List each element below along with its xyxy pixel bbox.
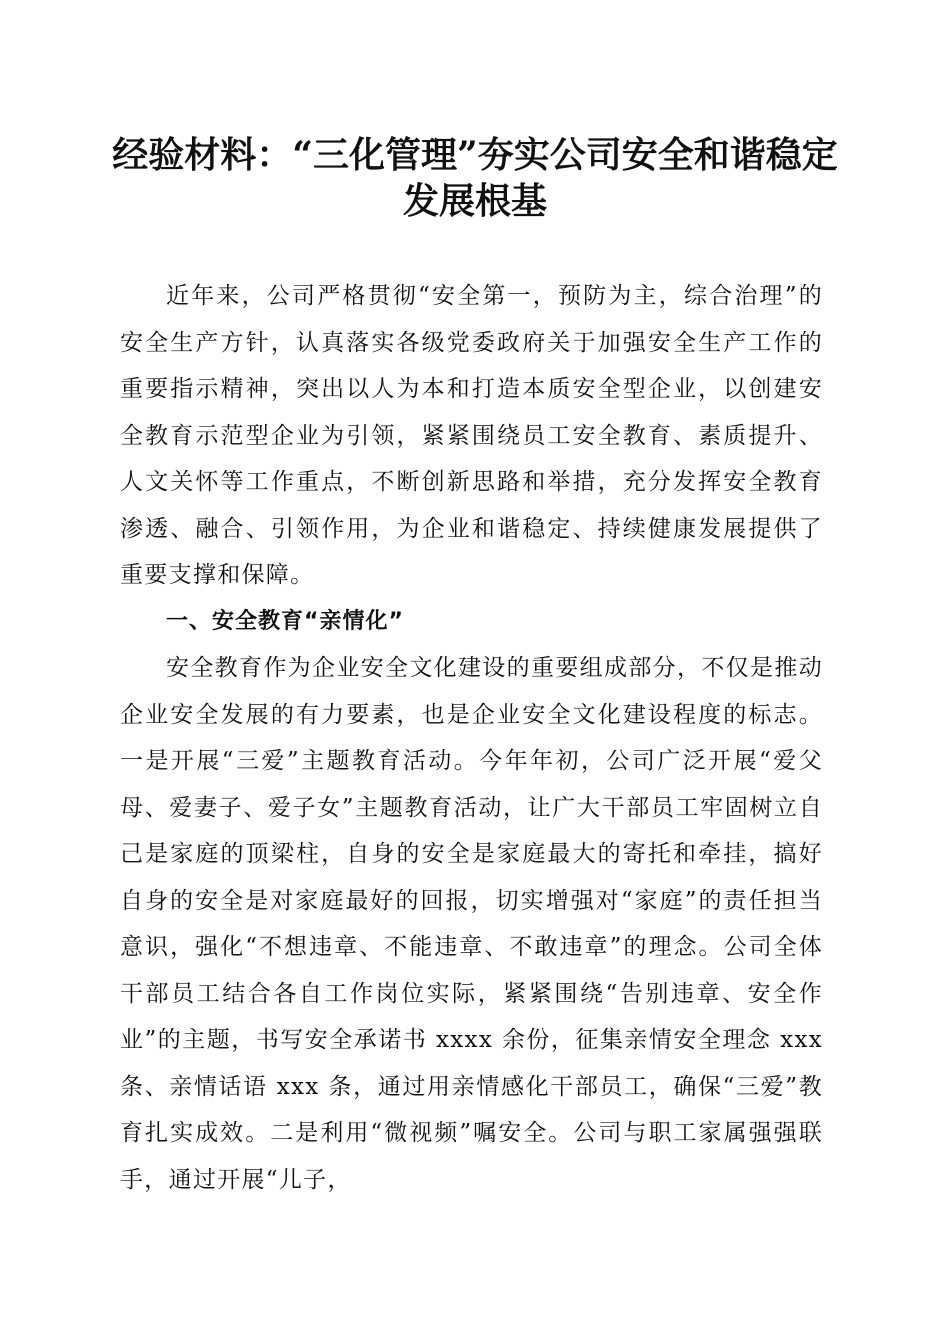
document-body	[120, 273, 823, 1203]
document-title: 经验材料：“三化管理”夯实公司安全和谐稳定发展根基	[112, 134, 838, 222]
intro-paragraph: 近年来，公司严格贯彻“安全第一，预防为主，综合治理”的安全生产方针，认真落实各级党委政府关于加强安全生产工作的重要指示精神，突出以人为本和打造本质安全型企业，以创建安全教育示范型企业为引领，紧紧围绕员工安全教育、素质提升、人文关怀等工作重点，不断创新思路和举措，充分发挥安全教育渗透、融合、引领作用，为企业和谐稳定、持续健康发展提供了重要支撑和保障。	[120, 283, 823, 588]
section-heading-1: 一、安全教育“亲情化”	[166, 608, 404, 634]
section-1-paragraph: 安全教育作为企业安全文化建设的重要组成部分，不仅是推动企业安全发展的有力要素，也是企业安全文化建设程度的标志。一是开展“三爱”主题教育活动。今年年初，公司广泛开展“爱父母、爱妻子、爱子女”主题教育活动，让广大干部员工牢固树立自己是家庭的顶梁柱，自身的安全是家庭最大的寄托和牵挂，搞好自身的安全是对家庭最好的回报，切实增强对“家庭”的责任担当意识，强化“不想违章、不能违章、不敢违章”的理念。公司全体干部员工结合各自工作岗位实际，紧紧围绕“告别违章、安全作业”的主题，书写安全承诺书 xxxx 余份，征集亲情安全理念 xxx 条、亲情话语 xxx 条，通过用亲情感化干部员工，确保“三爱”教育扎实成效。二是利用“微视频”嘱安全。公司与职工家属强强联手，通过开展“儿子，	[120, 655, 823, 1193]
